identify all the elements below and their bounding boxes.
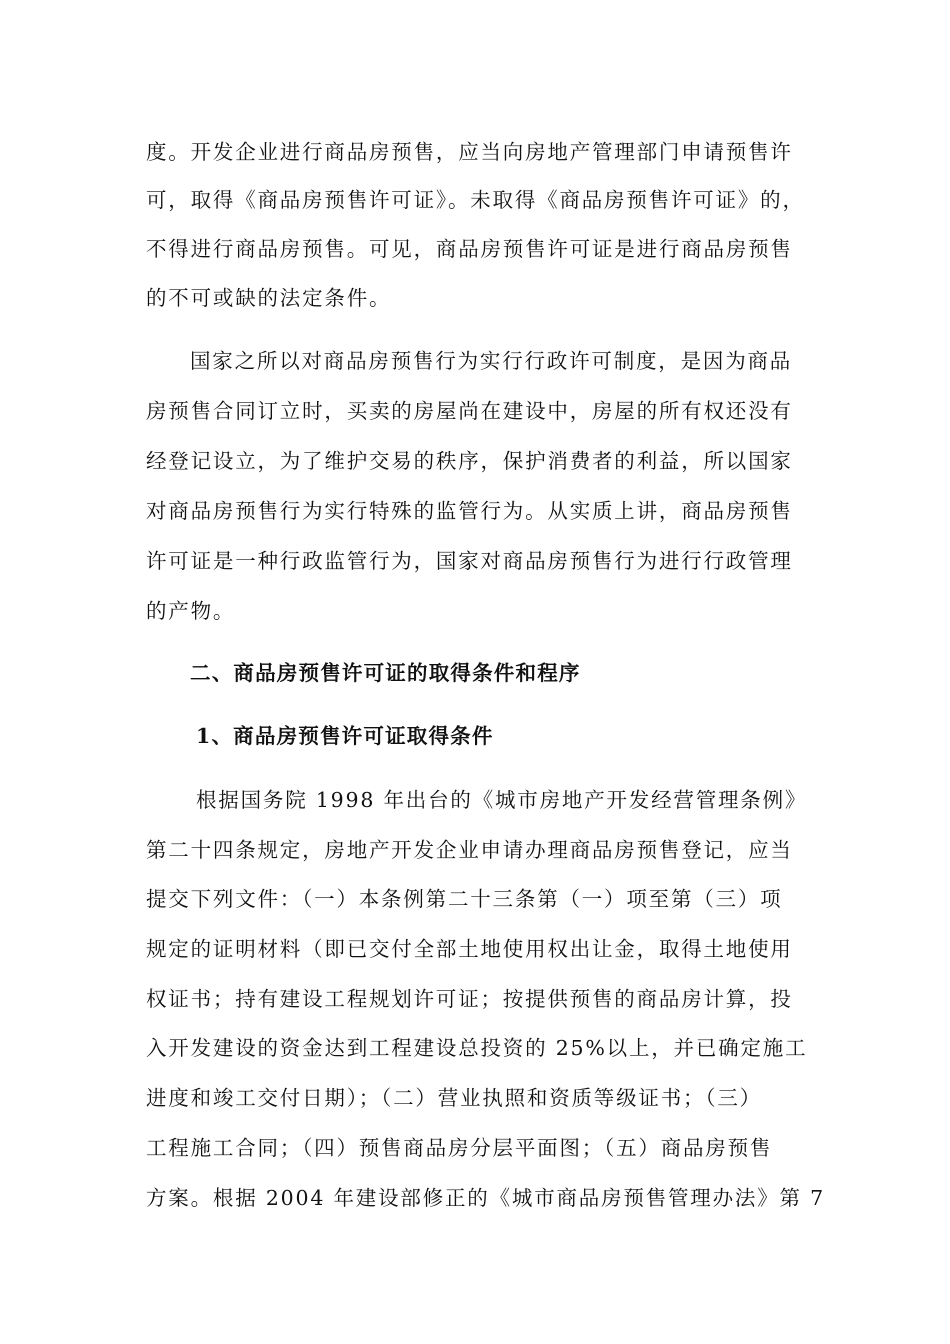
para1-line-2: 可，取得《商品房预售许可证》。未取得《商品房预售许可证》的， [146,188,805,212]
para3-line-6: 入开发建设的资金达到工程建设总投资的 25%以上，并已确定施工 [146,1036,808,1060]
subsection-heading: 1、商品房预售许可证取得条件 [196,724,494,748]
para2-line-5: 许可证是一种行政监管行为，国家对商品房预售行为进行行政管理 [146,549,793,573]
para3-line-3: 提交下列文件：（一）本条例第二十三条第（一）项至第（三）项 [146,887,783,911]
para3-line-2: 第二十四条规定，房地产开发企业申请办理商品房预售登记，应当 [146,838,793,862]
para3-line-1: 根据国务院 1998 年出台的《城市房地产开发经营管理条例》 [196,788,808,812]
para2-line-2: 房预售合同订立时，买卖的房屋尚在建设中，房屋的所有权还没有 [146,399,793,423]
section-heading: 二、商品房预售许可证的取得条件和程序 [190,661,581,685]
para3-line-7: 进度和竣工交付日期）；（二）营业执照和资质等级证书；（三） [146,1086,762,1110]
para1-line-3: 不得进行商品房预售。可见，商品房预售许可证是进行商品房预售 [146,237,793,261]
para1-line-4: 的不可或缺的法定条件。 [146,286,392,310]
para2-line-6: 的产物。 [146,599,236,623]
para3-line-8: 工程施工合同；（四）预售商品房分层平面图；（五）商品房预售 [146,1136,773,1160]
para2-line-4: 对商品房预售行为实行特殊的监管行为。从实质上讲，商品房预售 [146,499,793,523]
para1-line-1: 度。开发企业进行商品房预售，应当向房地产管理部门申请预售许 [146,140,793,164]
para3-line-5: 权证书；持有建设工程规划许可证；按提供预售的商品房计算，投 [146,987,793,1011]
para2-line-1: 国家之所以对商品房预售行为实行行政许可制度，是因为商品 [190,349,793,373]
para3-line-4: 规定的证明材料（即已交付全部土地使用权出让金，取得土地使用 [146,937,793,961]
para3-line-9: 方案。根据 2004 年建设部修正的《城市商品房预售管理办法》第 7 [146,1186,825,1210]
para2-line-3: 经登记设立，为了维护交易的秩序，保护消费者的利益，所以国家 [146,449,793,473]
